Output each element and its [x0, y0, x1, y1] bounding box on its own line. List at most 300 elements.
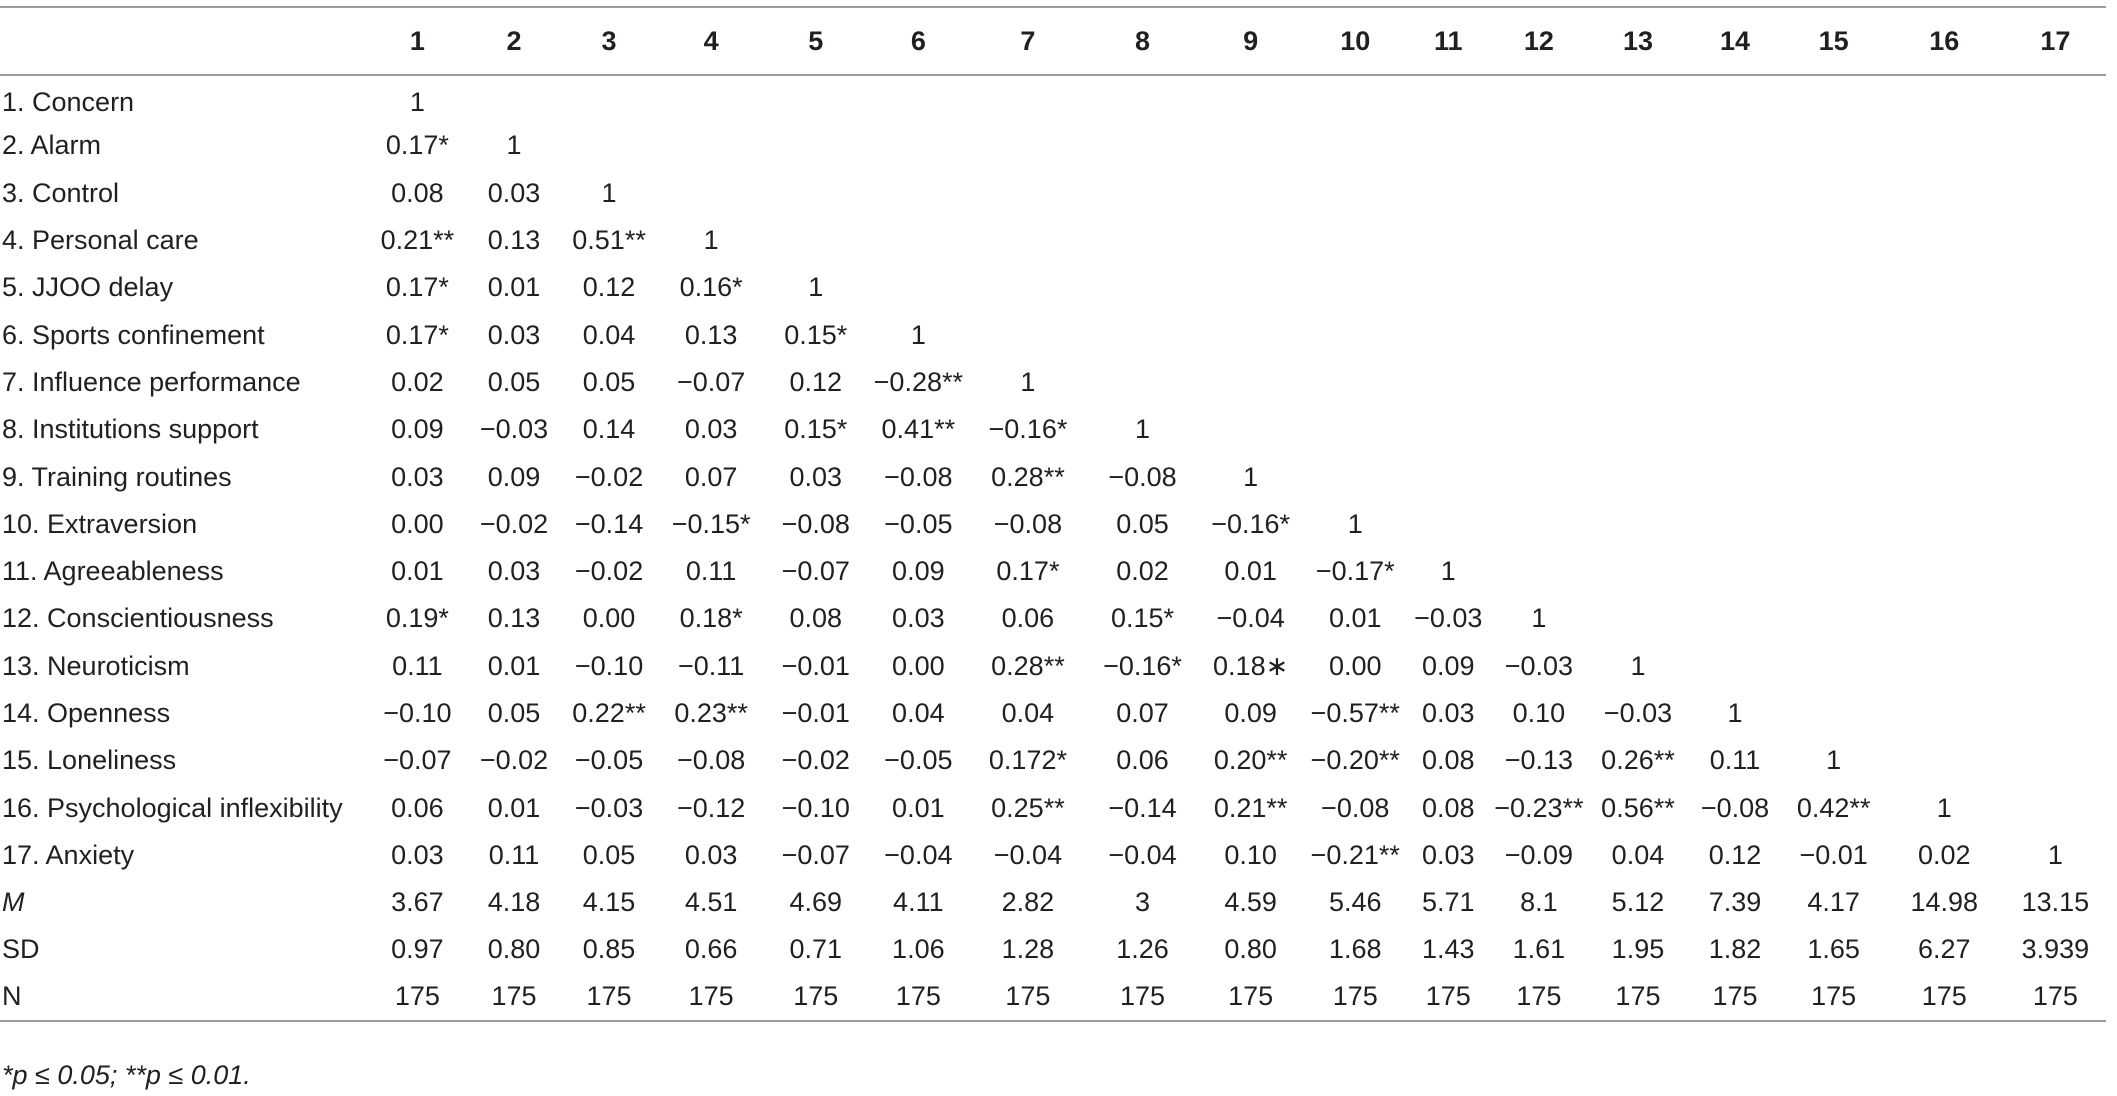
table-cell — [1687, 926, 1784, 973]
table-cell — [1784, 359, 1884, 406]
table-cell — [1589, 311, 1686, 358]
table-cell — [1199, 311, 1302, 358]
table-cell — [1302, 548, 1408, 595]
table-row — [0, 453, 2106, 500]
cell-value: 2.82 — [1001, 887, 1055, 918]
cell-value: 5.46 — [1328, 887, 1382, 918]
table-cell — [1408, 784, 1488, 831]
column-header-15: 15 — [1784, 7, 1884, 75]
cell-value: 0.07 — [1116, 698, 1169, 728]
table-cell — [1884, 406, 2005, 453]
table-cell — [1784, 690, 1884, 737]
cell-value: 0.17* — [385, 272, 449, 303]
cell-value: −0.03 — [1414, 603, 1483, 634]
table-row — [0, 217, 2106, 264]
table-row — [0, 264, 2106, 311]
table-cell — [561, 548, 658, 595]
table-cell — [867, 832, 970, 879]
table-cell — [2005, 643, 2106, 690]
cell-value: 0.01 — [892, 792, 945, 823]
cell-value: 0.11 — [1709, 745, 1761, 776]
table-cell — [1302, 264, 1408, 311]
cell-value: 0.03 — [487, 319, 541, 350]
table-cell — [561, 643, 658, 690]
cell-value: 1.26 — [1116, 934, 1169, 965]
table-cell — [1408, 548, 1488, 595]
table-cell — [970, 311, 1086, 358]
cell-value: 175 — [1712, 981, 1758, 1012]
column-header-6: 6 — [867, 7, 970, 75]
table-cell — [867, 453, 970, 500]
row-label: 5. JJOO delay — [2, 272, 174, 303]
cell-value: 1.82 — [1708, 934, 1762, 965]
cell-value: 0.06 — [1116, 745, 1169, 776]
table-row — [0, 170, 2106, 217]
table-cell — [1687, 501, 1784, 548]
cell-value: −0.09 — [1504, 839, 1574, 870]
table-cell — [1589, 548, 1686, 595]
cell-value: −0.04 — [993, 839, 1063, 870]
cell-value: 1.65 — [1807, 934, 1860, 965]
cell-value: −0.16* — [988, 414, 1068, 445]
cell-value: 0.01 — [1328, 603, 1382, 634]
table-cell — [1784, 595, 1884, 642]
cell-value: 0.13 — [684, 319, 738, 350]
table-cell — [1784, 170, 1884, 217]
cell-value: −0.20** — [1310, 745, 1400, 776]
table-cell — [1488, 974, 1589, 1021]
table-cell — [367, 595, 467, 642]
row-label: 14. Openness — [2, 698, 171, 728]
table-cell — [467, 217, 560, 264]
cell-value: −0.57** — [1310, 698, 1400, 728]
cell-value: 0.85 — [582, 934, 636, 965]
table-cell — [765, 311, 867, 358]
table-cell — [367, 690, 467, 737]
table-cell — [561, 595, 658, 642]
cell-value: 0.17* — [385, 130, 449, 161]
column-header-4: 4 — [658, 7, 765, 75]
cell-value: −0.07 — [383, 745, 452, 776]
table-cell — [1199, 217, 1302, 264]
cell-value: −0.02 — [574, 556, 644, 587]
table-cell — [2005, 737, 2106, 784]
cell-value: −0.08 — [676, 745, 746, 776]
table-cell — [1784, 217, 1884, 264]
cell-value: 0.18* — [679, 603, 743, 634]
table-cell — [1199, 595, 1302, 642]
cell-value: −0.01 — [1799, 839, 1868, 870]
cell-value: 0.80 — [1224, 934, 1277, 965]
cell-value: 0.03 — [684, 414, 738, 445]
cell-value: −0.05 — [884, 508, 953, 539]
cell-value: 4.11 — [893, 887, 944, 918]
table-row — [0, 595, 2106, 642]
table-cell — [467, 974, 560, 1021]
cell-value: 0.05 — [582, 839, 636, 870]
cell-value: −0.02 — [479, 745, 549, 776]
table-cell — [765, 595, 867, 642]
table-cell — [467, 264, 560, 311]
table-cell — [765, 122, 867, 169]
cell-value: 1 — [1936, 792, 1952, 823]
cell-value: 1 — [409, 86, 425, 117]
table-cell — [1784, 879, 1884, 926]
table-cell — [1086, 926, 1199, 973]
table-cell — [1488, 548, 1589, 595]
cell-value: 3.939 — [2021, 934, 2090, 965]
table-cell — [1086, 170, 1199, 217]
table-cell — [1408, 737, 1488, 784]
table-cell — [561, 974, 658, 1021]
cell-value: −0.16* — [1103, 650, 1182, 681]
correlation-table — [0, 6, 2106, 1022]
table-cell — [1687, 75, 1784, 122]
table-cell — [765, 974, 867, 1021]
cell-value: −0.13 — [1504, 745, 1574, 776]
table-cell — [1488, 690, 1589, 737]
table-cell — [1086, 737, 1199, 784]
table-cell — [1687, 170, 1784, 217]
cell-value: 1 — [506, 130, 522, 161]
table-cell — [867, 595, 970, 642]
table-cell — [1086, 690, 1199, 737]
table-cell — [561, 217, 658, 264]
table-row — [0, 926, 2106, 973]
table-cell — [1408, 75, 1488, 122]
table-cell — [2005, 122, 2106, 169]
table-cell — [658, 643, 765, 690]
table-cell — [1589, 784, 1686, 831]
cell-value: 1 — [1020, 366, 1036, 397]
cell-value: −0.10 — [383, 698, 452, 728]
cell-value: 7.39 — [1708, 887, 1762, 918]
table-cell — [367, 264, 467, 311]
row-label: 9. Training routines — [2, 461, 232, 492]
cell-value: 4.59 — [1224, 887, 1277, 918]
table-row — [0, 548, 2106, 595]
table-cell — [367, 974, 467, 1021]
table-cell — [1302, 122, 1408, 169]
table-cell — [1884, 690, 2005, 737]
table-cell — [867, 217, 970, 264]
cell-value: −0.04 — [884, 839, 953, 870]
table-cell — [1589, 359, 1686, 406]
table-cell — [1199, 879, 1302, 926]
row-label: 6. Sports confinement — [2, 319, 265, 350]
cell-value: 0.03 — [1422, 839, 1475, 870]
table-cell — [1687, 122, 1784, 169]
table-cell — [1302, 170, 1408, 217]
table-cell — [1302, 217, 1408, 264]
table-cell — [1488, 217, 1589, 264]
cell-value: 4.51 — [684, 887, 738, 918]
table-cell — [867, 690, 970, 737]
cell-value: 0.09 — [487, 461, 541, 492]
table-cell — [1488, 595, 1589, 642]
cell-value: 0.14 — [582, 414, 636, 445]
cell-value: −0.04 — [1216, 603, 1285, 634]
table-cell — [2005, 170, 2106, 217]
table-cell — [2005, 501, 2106, 548]
table-cell — [765, 501, 867, 548]
table-cell — [467, 501, 560, 548]
table-cell — [1784, 974, 1884, 1021]
table-row — [0, 75, 2106, 122]
cell-value: 0.97 — [391, 934, 444, 965]
cell-value: −0.16* — [1211, 508, 1291, 539]
table-cell — [1302, 784, 1408, 831]
cell-value: 175 — [1005, 981, 1051, 1012]
table-row — [0, 122, 2106, 169]
table-cell — [1589, 453, 1686, 500]
table-cell — [467, 690, 560, 737]
cell-value: −0.08 — [1108, 461, 1177, 492]
cell-value: 1.28 — [1001, 934, 1055, 965]
table-cell — [1884, 453, 2005, 500]
table-cell — [1302, 926, 1408, 973]
table-row — [0, 879, 2106, 926]
table-cell — [2005, 75, 2106, 122]
table-cell — [1199, 75, 1302, 122]
row-label: 8. Institutions support — [2, 414, 259, 445]
table-cell — [367, 453, 467, 500]
table-cell — [561, 170, 658, 217]
table-cell — [1589, 501, 1686, 548]
table-row — [0, 690, 2106, 737]
cell-value: 0.00 — [1328, 650, 1382, 681]
table-cell — [1086, 75, 1199, 122]
table-cell — [765, 548, 867, 595]
table-cell — [467, 548, 560, 595]
table-cell — [467, 453, 560, 500]
table-body — [0, 75, 2106, 1021]
table-cell — [658, 75, 765, 122]
cell-value: −0.03 — [1504, 650, 1574, 681]
cell-value: 175 — [1516, 981, 1562, 1012]
table-cell — [970, 406, 1086, 453]
table-cell — [1408, 217, 1488, 264]
cell-value: 1 — [703, 225, 719, 256]
table-cell — [867, 926, 970, 973]
column-header-14: 14 — [1687, 7, 1784, 75]
table-cell — [1589, 643, 1686, 690]
table-cell — [561, 501, 658, 548]
cell-value: −0.15* — [671, 508, 751, 539]
cell-value: 0.01 — [1224, 556, 1277, 587]
column-header-12: 12 — [1488, 7, 1589, 75]
table-cell — [561, 832, 658, 879]
row-label: 17. Anxiety — [2, 839, 135, 870]
cell-value: 0.03 — [391, 461, 444, 492]
table-cell — [867, 359, 970, 406]
table-cell — [561, 75, 658, 122]
table-cell — [765, 926, 867, 973]
cell-value: 0.02 — [1917, 839, 1971, 870]
table-cell — [1784, 264, 1884, 311]
table-cell — [658, 217, 765, 264]
column-header-5: 5 — [765, 7, 867, 75]
cell-value: 0.11 — [392, 650, 443, 681]
table-cell — [970, 690, 1086, 737]
table-cell — [1488, 406, 1589, 453]
cell-value: 3 — [1135, 887, 1151, 918]
cell-value: 0.56** — [1601, 792, 1675, 823]
table-cell — [1408, 453, 1488, 500]
table-cell — [867, 643, 970, 690]
table-cell — [1199, 643, 1302, 690]
table-cell — [367, 832, 467, 879]
table-cell — [1488, 501, 1589, 548]
table-row — [0, 737, 2106, 784]
table-cell — [1488, 75, 1589, 122]
table-cell — [1884, 75, 2005, 122]
table-cell — [970, 217, 1086, 264]
table-cell — [467, 170, 560, 217]
table-cell — [1488, 311, 1589, 358]
table-cell — [1589, 406, 1686, 453]
cell-value: 0.06 — [391, 792, 444, 823]
row-label: 10. Extraversion — [2, 508, 198, 539]
table-cell — [367, 784, 467, 831]
cell-value: −0.03 — [479, 414, 549, 445]
table-cell — [765, 784, 867, 831]
column-header-7: 7 — [970, 7, 1086, 75]
table-cell — [1884, 122, 2005, 169]
cell-value: −0.12 — [676, 792, 746, 823]
cell-value: 0.04 — [1611, 839, 1665, 870]
table-cell — [1408, 690, 1488, 737]
table-cell — [1302, 359, 1408, 406]
table-cell — [1784, 643, 1884, 690]
table-cell — [1086, 974, 1199, 1021]
cell-value: 0.21** — [1213, 792, 1288, 823]
cell-value: 0.09 — [1224, 698, 1277, 728]
table-footnote: *p ≤ 0.05; **p ≤ 0.01. — [2, 1060, 251, 1090]
table-cell — [658, 832, 765, 879]
table-cell — [970, 832, 1086, 879]
cell-value: 0.23** — [674, 698, 748, 728]
table-cell — [561, 737, 658, 784]
cell-value: 1 — [601, 177, 617, 208]
cell-value: 0.08 — [391, 177, 444, 208]
table-cell — [1408, 974, 1488, 1021]
table-cell — [1086, 548, 1199, 595]
table-cell — [1086, 264, 1199, 311]
cell-value: 0.01 — [487, 650, 541, 681]
cell-value: 1.95 — [1611, 934, 1665, 965]
table-cell — [1302, 595, 1408, 642]
row-label: 11. Agreeableness — [2, 556, 224, 587]
cell-value: 0.17* — [385, 319, 449, 350]
table-cell — [658, 690, 765, 737]
table-cell — [1086, 643, 1199, 690]
cell-value: 4.17 — [1807, 887, 1860, 918]
table-cell — [658, 595, 765, 642]
table-cell — [765, 690, 867, 737]
table-cell — [658, 453, 765, 500]
table-cell — [1086, 832, 1199, 879]
table-cell — [867, 548, 970, 595]
table-cell — [1302, 690, 1408, 737]
table-cell — [2005, 926, 2106, 973]
table-cell — [1589, 170, 1686, 217]
table-cell — [467, 595, 560, 642]
table-cell — [561, 690, 658, 737]
table-cell — [765, 170, 867, 217]
cell-value: 0.05 — [582, 366, 636, 397]
cell-value: 0.11 — [685, 556, 737, 587]
cell-value: 175 — [1120, 981, 1166, 1012]
cell-value: 0.51** — [572, 225, 646, 256]
table-cell — [2005, 359, 2106, 406]
cell-value: 0.06 — [1001, 603, 1055, 634]
table-cell — [467, 122, 560, 169]
table-row — [0, 501, 2106, 548]
table-cell — [1884, 170, 2005, 217]
table-cell — [1302, 501, 1408, 548]
cell-value: 1.68 — [1328, 934, 1382, 965]
table-cell — [970, 359, 1086, 406]
cell-value: 1 — [1440, 556, 1456, 587]
table-row — [0, 974, 2106, 1021]
cell-value: 0.15* — [784, 414, 848, 445]
cell-value: −0.05 — [884, 745, 953, 776]
table-cell — [658, 311, 765, 358]
cell-value: 0.07 — [684, 461, 738, 492]
table-cell — [970, 926, 1086, 973]
cell-value: 1 — [2047, 839, 2063, 870]
table-cell — [1488, 643, 1589, 690]
cell-value: 0.41** — [881, 414, 956, 445]
table-cell — [765, 643, 867, 690]
cell-value: 3.67 — [391, 887, 444, 918]
cell-value: 0.15* — [1111, 603, 1175, 634]
column-header-11: 11 — [1408, 7, 1488, 75]
table-cell — [1408, 406, 1488, 453]
table-cell — [867, 406, 970, 453]
cell-value: −0.10 — [781, 792, 850, 823]
cell-value: 0.28** — [991, 461, 1065, 492]
table-cell — [467, 737, 560, 784]
table-cell — [1302, 311, 1408, 358]
table-row — [0, 832, 2106, 879]
cell-value: 0.04 — [1001, 698, 1055, 728]
table-cell — [1687, 784, 1784, 831]
table-cell — [2005, 879, 2106, 926]
cell-value: 0.17* — [996, 556, 1060, 587]
table-cell — [1784, 926, 1884, 973]
table-cell — [1589, 595, 1686, 642]
cell-value: 1.06 — [892, 934, 945, 965]
table-cell — [1488, 453, 1589, 500]
table-cell — [367, 501, 467, 548]
header-row — [0, 7, 2106, 75]
cell-value: 0.28** — [991, 650, 1065, 681]
table-cell — [1086, 453, 1199, 500]
cell-value: 1 — [1347, 508, 1363, 539]
table-cell — [1086, 595, 1199, 642]
table-cell — [658, 122, 765, 169]
cell-value: −0.07 — [781, 839, 850, 870]
table-cell — [970, 453, 1086, 500]
row-label: 12. Conscientiousness — [2, 603, 274, 634]
cell-value: 175 — [793, 981, 839, 1012]
cell-value: −0.07 — [781, 556, 850, 587]
table-cell — [367, 359, 467, 406]
table-cell — [1302, 974, 1408, 1021]
cell-value: 175 — [895, 981, 941, 1012]
